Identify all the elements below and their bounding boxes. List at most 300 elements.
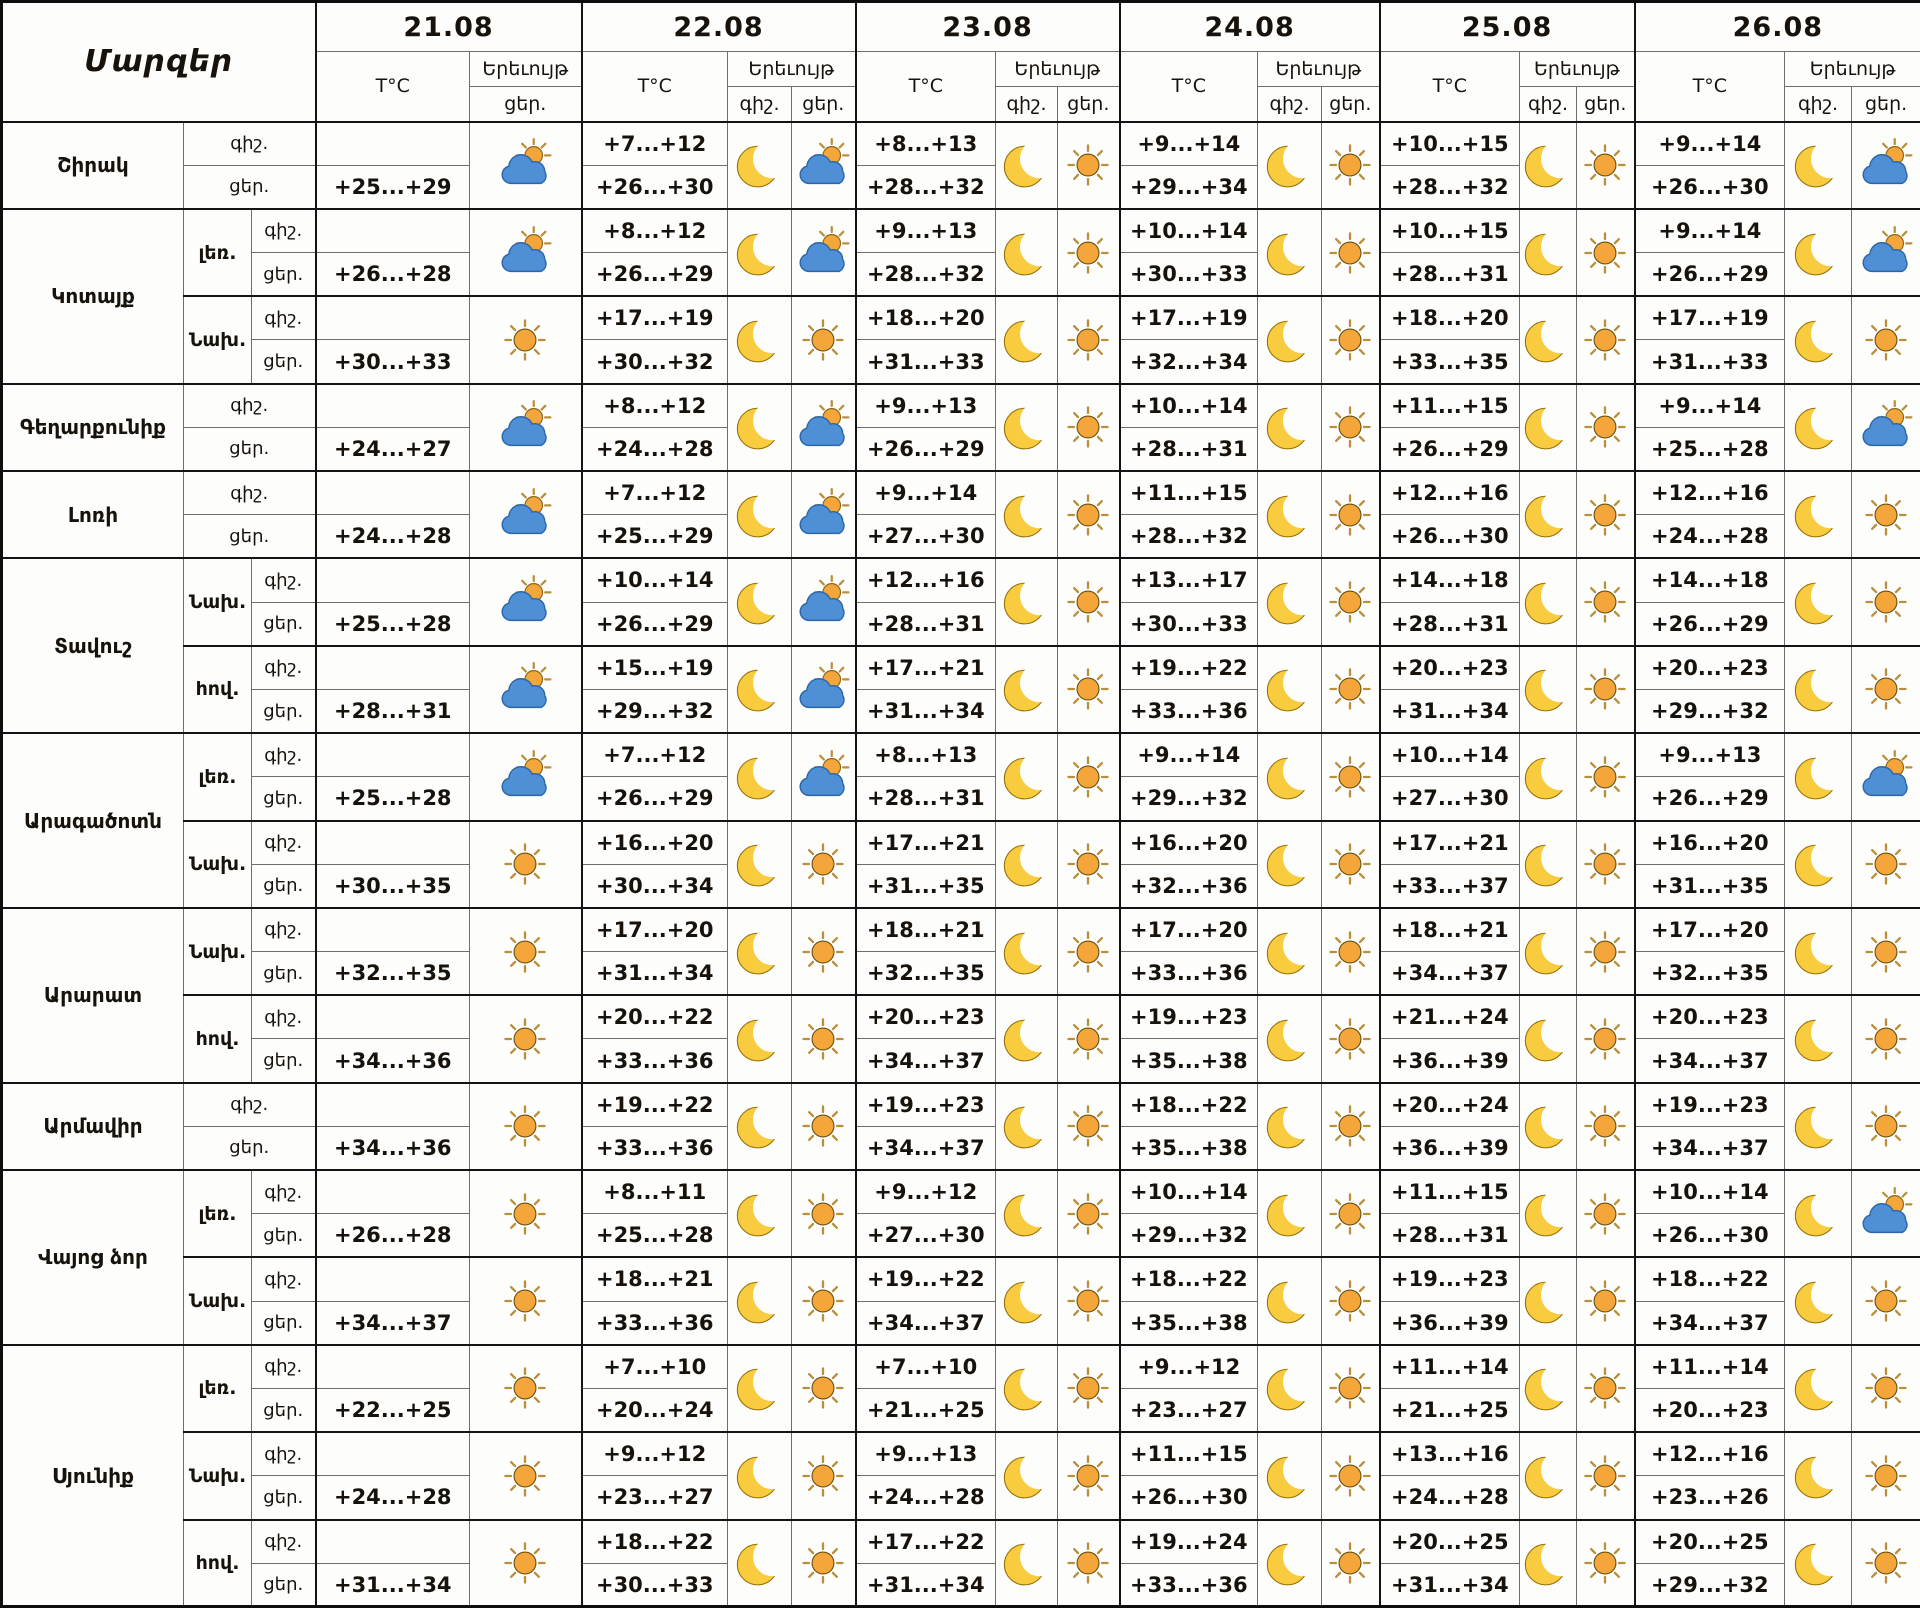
night-phenomenon-cell (1258, 1345, 1322, 1432)
crescent-moon-icon (1002, 1014, 1052, 1064)
night-temp: +9...+13 (856, 209, 996, 253)
day-temp: +34...+36 (316, 1126, 470, 1170)
day-phenomenon-cell (1852, 558, 1920, 645)
sun-behind-cloud-icon (795, 137, 851, 193)
day-phenomenon-cell (1577, 1170, 1635, 1257)
day-temp: +27...+30 (856, 515, 996, 559)
forecast-row-night (2, 471, 1920, 515)
night-temp: +17...+19 (582, 296, 728, 340)
day-temp: +31...+33 (856, 340, 996, 384)
crescent-moon-icon (1002, 228, 1052, 278)
night-phenomenon-cell (728, 995, 792, 1082)
sun-behind-cloud-icon (795, 487, 851, 543)
night-phenomenon-cell (1520, 1520, 1577, 1607)
night-subheader: գիշ. (728, 87, 792, 122)
day-temp: +35...+38 (1120, 1301, 1258, 1345)
day-temp: +26...+29 (1380, 427, 1520, 471)
day-temp: +33...+36 (1120, 1563, 1258, 1607)
crescent-moon-icon (1265, 1363, 1315, 1413)
forecast-row-night (2, 646, 1920, 690)
night-phenomenon-cell (728, 908, 792, 995)
phenomenon-header: Երեւույթ (1520, 52, 1635, 87)
night-phenomenon-cell (728, 1170, 792, 1257)
crescent-moon-icon (1265, 140, 1315, 190)
day-phenomenon-cell (792, 122, 856, 209)
sun-icon (500, 1451, 550, 1501)
sun-icon (500, 1014, 550, 1064)
night-phenomenon-cell (728, 646, 792, 733)
night-subheader: գիշ. (996, 87, 1058, 122)
night-phenomenon-cell (1520, 908, 1577, 995)
night-temp: +7...+10 (856, 1345, 996, 1389)
day-phenomenon-cell (1322, 296, 1380, 383)
night-temp: +10...+14 (1120, 1170, 1258, 1214)
day-phenomenon-cell (792, 471, 856, 558)
day-temp: +30...+33 (582, 1563, 728, 1607)
night-temp: +7...+12 (582, 122, 728, 166)
sun-icon (1325, 577, 1375, 627)
sun-icon (1325, 664, 1375, 714)
night-temp (316, 209, 470, 253)
day-phenomenon-cell (470, 646, 582, 733)
crescent-moon-icon (1002, 1101, 1052, 1151)
night-label: գիշ. (184, 384, 316, 428)
day-temp: +25...+28 (316, 602, 470, 646)
day-temp: +26...+29 (1635, 777, 1785, 821)
day-phenomenon-cell (1577, 296, 1635, 383)
crescent-moon-icon (1265, 228, 1315, 278)
night-temp: +15...+19 (582, 646, 728, 690)
sun-icon (798, 1538, 848, 1588)
night-label: գիշ. (184, 1083, 316, 1127)
day-label: ցեր. (184, 427, 316, 471)
night-temp: +7...+12 (582, 733, 728, 777)
crescent-moon-icon (1523, 839, 1573, 889)
day-temp: +33...+36 (582, 1039, 728, 1083)
sun-icon (1580, 1276, 1630, 1326)
crescent-moon-icon (1793, 664, 1843, 714)
sun-icon (1063, 490, 1113, 540)
sun-icon (1325, 1014, 1375, 1064)
night-phenomenon-cell (1520, 1170, 1577, 1257)
zone-label: Նախ. (184, 296, 252, 383)
night-phenomenon-cell (1258, 209, 1322, 296)
sun-behind-cloud-icon (795, 225, 851, 281)
night-phenomenon-cell (728, 733, 792, 820)
sun-icon (1325, 228, 1375, 278)
night-temp: +17...+21 (856, 646, 996, 690)
day-temp: +24...+28 (316, 515, 470, 559)
night-temp: +17...+19 (1635, 296, 1785, 340)
day-temp: +25...+29 (316, 165, 470, 209)
zone-label: հով. (184, 646, 252, 733)
day-temp: +26...+30 (1635, 1214, 1785, 1258)
night-temp: +9...+14 (1635, 122, 1785, 166)
day-phenomenon-cell (1058, 1257, 1120, 1344)
crescent-moon-icon (1793, 490, 1843, 540)
day-phenomenon-cell (1577, 471, 1635, 558)
night-label: գիշ. (252, 908, 316, 952)
night-phenomenon-cell (728, 471, 792, 558)
crescent-moon-icon (735, 664, 785, 714)
day-phenomenon-cell (470, 558, 582, 645)
night-temp: +9...+14 (1635, 384, 1785, 428)
day-phenomenon-cell (470, 471, 582, 558)
sun-behind-cloud-icon (1858, 225, 1914, 281)
crescent-moon-icon (1265, 752, 1315, 802)
crescent-moon-icon (735, 752, 785, 802)
forecast-row-night (2, 995, 1920, 1039)
sun-icon (500, 1101, 550, 1151)
night-temp: +17...+20 (1120, 908, 1258, 952)
crescent-moon-icon (1793, 1538, 1843, 1588)
night-temp: +18...+22 (1635, 1257, 1785, 1301)
region-name: Կոտայք (2, 209, 184, 384)
day-temp: +31...+34 (316, 1563, 470, 1607)
sun-icon (500, 1538, 550, 1588)
crescent-moon-icon (735, 839, 785, 889)
night-temp: +11...+14 (1635, 1345, 1785, 1389)
day-phenomenon-cell (792, 1432, 856, 1519)
crescent-moon-icon (1523, 1189, 1573, 1239)
night-temp (316, 733, 470, 777)
day-temp: +27...+30 (1380, 777, 1520, 821)
crescent-moon-icon (1523, 1276, 1573, 1326)
day-phenomenon-cell (792, 558, 856, 645)
day-phenomenon-cell (1322, 1170, 1380, 1257)
night-temp: +20...+25 (1635, 1520, 1785, 1564)
night-temp: +19...+23 (1120, 995, 1258, 1039)
sun-icon (1580, 577, 1630, 627)
crescent-moon-icon (1793, 1276, 1843, 1326)
day-phenomenon-cell (1852, 122, 1920, 209)
day-temp: +28...+32 (856, 253, 996, 297)
sun-icon (1580, 315, 1630, 365)
sun-icon (1063, 228, 1113, 278)
sun-icon (1861, 315, 1911, 365)
zone-label: Նախ. (184, 821, 252, 908)
sun-icon (798, 315, 848, 365)
sun-icon (1861, 927, 1911, 977)
day-temp: +26...+29 (1635, 253, 1785, 297)
sun-icon (1063, 1189, 1113, 1239)
sun-icon (1580, 402, 1630, 452)
forecast-row-night (2, 558, 1920, 602)
night-label: գիշ. (252, 296, 316, 340)
night-temp: +10...+14 (1120, 384, 1258, 428)
day-phenomenon-cell (470, 1432, 582, 1519)
day-temp: +26...+29 (582, 777, 728, 821)
forecast-row-night (2, 733, 1920, 777)
day-phenomenon-cell (1852, 1432, 1920, 1519)
night-phenomenon-cell (1520, 384, 1577, 471)
crescent-moon-icon (1265, 1014, 1315, 1064)
crescent-moon-icon (735, 402, 785, 452)
day-phenomenon-cell (470, 1520, 582, 1607)
day-phenomenon-cell (1852, 1083, 1920, 1170)
day-phenomenon-cell (792, 1083, 856, 1170)
day-label: ցեր. (252, 1476, 316, 1520)
date-header: 24.08 (1120, 2, 1380, 52)
sun-behind-cloud-icon (497, 225, 553, 281)
crescent-moon-icon (1002, 402, 1052, 452)
night-phenomenon-cell (1785, 908, 1852, 995)
night-phenomenon-cell (728, 1432, 792, 1519)
night-subheader: գիշ. (1785, 87, 1852, 122)
day-phenomenon-cell (1577, 908, 1635, 995)
day-temp: +35...+38 (1120, 1126, 1258, 1170)
sun-icon (1580, 752, 1630, 802)
night-temp (316, 908, 470, 952)
region-name: Արմավիր (2, 1083, 184, 1170)
sun-icon (1580, 1538, 1630, 1588)
day-temp: +34...+37 (856, 1301, 996, 1345)
night-phenomenon-cell (1258, 471, 1322, 558)
day-label: ցեր. (184, 165, 316, 209)
night-phenomenon-cell (1785, 821, 1852, 908)
sun-icon (1063, 1363, 1113, 1413)
night-temp (316, 1083, 470, 1127)
night-label: գիշ. (252, 1257, 316, 1301)
night-temp: +7...+12 (582, 471, 728, 515)
night-temp (316, 384, 470, 428)
day-phenomenon-cell (792, 1170, 856, 1257)
sun-icon (1063, 839, 1113, 889)
crescent-moon-icon (1002, 1363, 1052, 1413)
day-temp: +24...+28 (582, 427, 728, 471)
night-temp (316, 1432, 470, 1476)
crescent-moon-icon (1265, 664, 1315, 714)
day-phenomenon-cell (1322, 1257, 1380, 1344)
night-phenomenon-cell (996, 384, 1058, 471)
sun-icon (1861, 1451, 1911, 1501)
night-phenomenon-cell (1258, 995, 1322, 1082)
night-temp: +8...+12 (582, 384, 728, 428)
night-phenomenon-cell (1785, 558, 1852, 645)
sun-behind-cloud-icon (1858, 1186, 1914, 1242)
night-phenomenon-cell (996, 908, 1058, 995)
sun-icon (1325, 140, 1375, 190)
night-phenomenon-cell (1785, 733, 1852, 820)
day-phenomenon-cell (1577, 995, 1635, 1082)
night-temp: +19...+23 (1380, 1257, 1520, 1301)
night-subheader: գիշ. (1520, 87, 1577, 122)
night-temp: +18...+20 (1380, 296, 1520, 340)
night-phenomenon-cell (1785, 1432, 1852, 1519)
night-temp (316, 558, 470, 602)
temp-header: T°C (1635, 52, 1785, 122)
sun-icon (500, 1189, 550, 1239)
night-phenomenon-cell (996, 1083, 1058, 1170)
night-phenomenon-cell (1520, 296, 1577, 383)
sun-icon (1580, 1189, 1630, 1239)
day-temp: +32...+35 (316, 952, 470, 996)
crescent-moon-icon (1265, 1451, 1315, 1501)
temp-header: T°C (1120, 52, 1258, 122)
day-phenomenon-cell (1852, 209, 1920, 296)
night-temp (316, 821, 470, 865)
night-label: գիշ. (184, 122, 316, 166)
night-temp: +9...+13 (856, 384, 996, 428)
night-temp: +12...+16 (1635, 1432, 1785, 1476)
day-phenomenon-cell (1058, 209, 1120, 296)
day-subheader: ցեր. (470, 87, 582, 122)
day-phenomenon-cell (470, 733, 582, 820)
sun-icon (500, 1276, 550, 1326)
day-phenomenon-cell (470, 1083, 582, 1170)
day-temp: +31...+34 (582, 952, 728, 996)
night-phenomenon-cell (996, 558, 1058, 645)
night-temp: +16...+20 (1120, 821, 1258, 865)
sun-behind-cloud-icon (795, 749, 851, 805)
forecast-row-night (2, 296, 1920, 340)
forecast-row-night (2, 908, 1920, 952)
sun-icon (1063, 1451, 1113, 1501)
crescent-moon-icon (1002, 927, 1052, 977)
day-temp: +28...+32 (1120, 515, 1258, 559)
day-temp: +28...+31 (1380, 1214, 1520, 1258)
night-label: գիշ. (252, 1520, 316, 1564)
night-phenomenon-cell (728, 558, 792, 645)
day-phenomenon-cell (1577, 821, 1635, 908)
day-phenomenon-cell (1852, 908, 1920, 995)
regions-header: Մարզեր (2, 2, 316, 122)
night-temp (316, 1345, 470, 1389)
night-phenomenon-cell (1785, 1257, 1852, 1344)
sun-icon (1861, 577, 1911, 627)
day-phenomenon-cell (1058, 995, 1120, 1082)
night-phenomenon-cell (728, 122, 792, 209)
day-temp: +33...+36 (1120, 952, 1258, 996)
night-temp (316, 296, 470, 340)
night-phenomenon-cell (1785, 1520, 1852, 1607)
sun-icon (1325, 402, 1375, 452)
zone-label: լեռ. (184, 209, 252, 296)
night-temp: +12...+16 (1380, 471, 1520, 515)
day-temp: +25...+28 (316, 777, 470, 821)
sun-icon (1325, 1538, 1375, 1588)
night-temp: +11...+15 (1120, 1432, 1258, 1476)
temp-header: T°C (316, 52, 470, 122)
crescent-moon-icon (1793, 839, 1843, 889)
crescent-moon-icon (1523, 927, 1573, 977)
sun-icon (798, 1276, 848, 1326)
night-label: գիշ. (252, 646, 316, 690)
night-phenomenon-cell (996, 646, 1058, 733)
day-phenomenon-cell (1852, 995, 1920, 1082)
day-temp: +30...+34 (582, 864, 728, 908)
night-phenomenon-cell (996, 1345, 1058, 1432)
day-label: ցեր. (184, 1126, 316, 1170)
region-name: Վայոց ձոր (2, 1170, 184, 1345)
day-phenomenon-cell (792, 646, 856, 733)
day-label: ցեր. (252, 1301, 316, 1345)
day-temp: +31...+34 (1380, 689, 1520, 733)
sun-icon (1861, 839, 1911, 889)
night-temp: +14...+18 (1635, 558, 1785, 602)
night-temp: +19...+24 (1120, 1520, 1258, 1564)
day-phenomenon-cell (1058, 733, 1120, 820)
zone-label: լեռ. (184, 1170, 252, 1257)
day-temp: +24...+28 (1380, 1476, 1520, 1520)
temp-header: T°C (856, 52, 996, 122)
night-temp: +11...+15 (1380, 1170, 1520, 1214)
sun-icon (1580, 140, 1630, 190)
night-phenomenon-cell (1520, 1432, 1577, 1519)
sun-icon (1580, 839, 1630, 889)
day-phenomenon-cell (1322, 471, 1380, 558)
night-phenomenon-cell (1258, 646, 1322, 733)
night-temp: +20...+23 (856, 995, 996, 1039)
sun-icon (1063, 927, 1113, 977)
crescent-moon-icon (1002, 315, 1052, 365)
sun-icon (1063, 577, 1113, 627)
day-temp: +32...+34 (1120, 340, 1258, 384)
night-temp: +9...+14 (1635, 209, 1785, 253)
sun-icon (798, 927, 848, 977)
day-phenomenon-cell (1577, 1083, 1635, 1170)
night-temp: +9...+14 (1120, 122, 1258, 166)
crescent-moon-icon (1265, 1101, 1315, 1151)
crescent-moon-icon (1002, 577, 1052, 627)
sun-behind-cloud-icon (497, 749, 553, 805)
night-label: գիշ. (252, 209, 316, 253)
zone-label: լեռ. (184, 1345, 252, 1432)
day-temp: +25...+28 (582, 1214, 728, 1258)
date-header: 21.08 (316, 2, 582, 52)
crescent-moon-icon (1265, 1538, 1315, 1588)
day-temp: +28...+31 (1380, 253, 1520, 297)
sun-icon (1063, 402, 1113, 452)
day-phenomenon-cell (1852, 646, 1920, 733)
temp-header: T°C (582, 52, 728, 122)
night-phenomenon-cell (1785, 1083, 1852, 1170)
day-phenomenon-cell (470, 1345, 582, 1432)
sun-icon (1861, 1014, 1911, 1064)
day-phenomenon-cell (1852, 471, 1920, 558)
night-phenomenon-cell (1258, 733, 1322, 820)
night-temp: +9...+12 (856, 1170, 996, 1214)
night-phenomenon-cell (1258, 821, 1322, 908)
zone-label: Նախ. (184, 1432, 252, 1519)
night-temp: +19...+23 (1635, 1083, 1785, 1127)
night-phenomenon-cell (1785, 995, 1852, 1082)
day-temp: +36...+39 (1380, 1301, 1520, 1345)
sun-icon (1063, 1014, 1113, 1064)
day-temp: +31...+35 (856, 864, 996, 908)
date-header: 22.08 (582, 2, 856, 52)
night-phenomenon-cell (728, 384, 792, 471)
day-phenomenon-cell (1577, 646, 1635, 733)
night-subheader: գիշ. (1258, 87, 1322, 122)
day-temp: +25...+28 (1635, 427, 1785, 471)
night-temp: +11...+15 (1380, 384, 1520, 428)
night-temp: +20...+22 (582, 995, 728, 1039)
day-temp: +33...+37 (1380, 864, 1520, 908)
night-phenomenon-cell (1520, 558, 1577, 645)
day-phenomenon-cell (1058, 1170, 1120, 1257)
forecast-row-night (2, 821, 1920, 865)
crescent-moon-icon (735, 1276, 785, 1326)
day-temp: +31...+35 (1635, 864, 1785, 908)
crescent-moon-icon (1265, 402, 1315, 452)
night-temp (316, 1257, 470, 1301)
night-phenomenon-cell (1258, 1170, 1322, 1257)
night-temp: +21...+24 (1380, 995, 1520, 1039)
day-phenomenon-cell (470, 908, 582, 995)
night-temp: +14...+18 (1380, 558, 1520, 602)
day-temp: +26...+29 (582, 602, 728, 646)
